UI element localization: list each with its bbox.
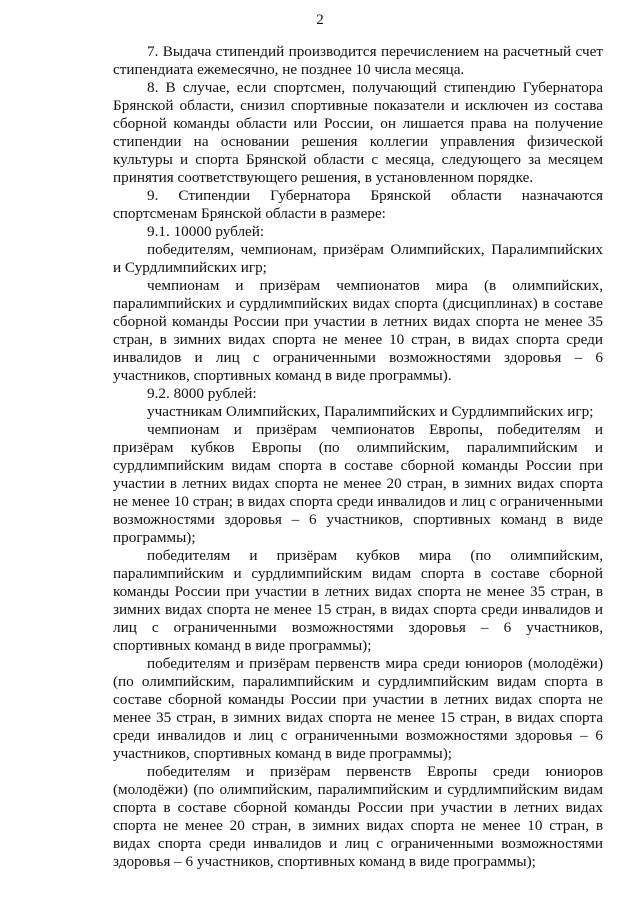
paragraph-9-1-world-champions: чемпионам и призёрам чемпионатов мира (в олимпийских, паралимпийских и сурдлимпийских видах спорта (дисциплинах) в составе сборной команды России при участии в летних видах спорта не менее 35 стран, в зимних видах спорта не менее 10 стран, в видах спорта среди инвалидов и лиц с ограниченными возможностями здоровья – 6 участников, спортивных команд в виде программы). — [113, 277, 603, 384]
page-number: 2 — [316, 12, 324, 28]
paragraph-8-revocation: 8. В случае, если спортсмен, получающий стипендию Губернатора Брянской области, снизил спортивные показатели и исключен из состава сборной команды области или России, он лишается права на получение стипендии на основании решения коллегии управления физической культуры и спорта Брянской области с месяца, следующего за месяцем принятия соответствующего решения, в установленном порядке. — [113, 79, 603, 186]
paragraph-9-amounts: 9. Стипендии Губернатора Брянской области назначаются спортсменам Брянской области в размере: — [113, 187, 603, 222]
paragraph-9-1-olympic-winners: победителям, чемпионам, призёрам Олимпийских, Паралимпийских и Сурдлимпийских игр; — [113, 241, 603, 276]
paragraph-7-payment: 7. Выдача стипендий производится перечислением на расчетный счет стипендиата ежемесячно, не позднее 10 числа месяца. — [113, 43, 603, 78]
document-body — [113, 43, 603, 871]
paragraph-9-2-heading: 9.2. 8000 рублей: — [147, 385, 257, 402]
paragraph-9-2-european-champions: чемпионам и призёрам чемпионатов Европы, победителям и призёрам кубков Европы (по олимпийским, паралимпийским и сурдлимпийским видам спорта в составе сборной команды России при участии в летних видах спорта не менее 20 стран, в зимних видах спорта не менее 10 стран; в видах спорта среди инвалидов и лиц с ограниченными возможностями здоровья – 6 участников, спортивных команд в виде программы); — [113, 421, 603, 546]
paragraph-9-2-european-junior: победителям и призёрам первенств Европы среди юниоров (молодёжи) (по олимпийским, паралимпийским и сурдлимпийским видам спорта в составе сборной команды России при участии в летних видах спорта не менее 20 стран, в зимних видах спорта не менее 10 стран, в видах спорта среди инвалидов и лиц с ограниченными возможностями здоровья – 6 участников, спортивных команд в виде программы); — [113, 763, 603, 870]
paragraph-9-2-olympic-participants: участникам Олимпийских, Паралимпийских и Сурдлимпийских игр; — [147, 403, 594, 420]
paragraph-9-2-world-cup: победителям и призёрам кубков мира (по олимпийским, паралимпийским и сурдлимпийским видам спорта в составе сборной команды России при участии в летних видах спорта не менее 35 стран, в зимних видах спорта не менее 15 стран, в видах спорта среди инвалидов и лиц с ограниченными возможностями здоровья – 6 участников, спортивных команд в виде программы); — [113, 547, 603, 654]
paragraph-9-1-heading: 9.1. 10000 рублей: — [147, 223, 265, 240]
paragraph-9-2-world-junior: победителям и призёрам первенств мира среди юниоров (молодёжи) (по олимпийским, паралимпийским и сурдлимпийским видам спорта в составе сборной команды России при участии в летних видах спорта не менее 35 стран, в зимних видах спорта не менее 15 стран, в видах спорта среди инвалидов и лиц с ограниченными возможностями здоровья – 6 участников, спортивных команд в виде программы); — [113, 655, 603, 762]
